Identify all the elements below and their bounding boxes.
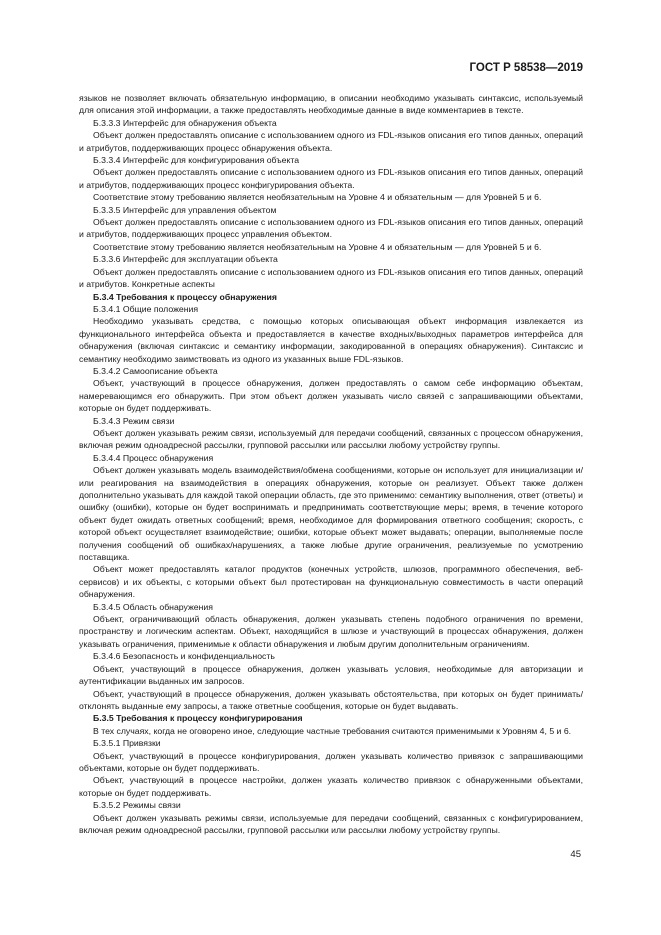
paragraph: языков не позволяет включать обязательную информацию, в описании необходимо указывать синтаксис, используемый для описания этой информации, а также предоставлять необходимые данные в виде комментариев в тексте. [79, 93, 583, 116]
paragraph: Объект должен предоставлять описание с использованием одного из FDL-языков описания его типов данных, операций и атрибутов. Конкретные аспекты [79, 266, 583, 290]
document-header: ГОСТ Р 58538—2019 [469, 62, 583, 74]
section-heading: Б.3.4.4 Процесс обнаружения [93, 452, 214, 463]
paragraph: Объект, участвующий в процессе обнаружения, должен указывать обстоятельства, при которых он будет принимать/отклонять выданные ему запросы, а также ответные сообщения, которые он будет выдавать. [79, 688, 583, 711]
paragraph: Объект, участвующий в процессе конфигурирования, должен указывать количество привязок с запрашивающими объектами, которые он будет поддерживать. [79, 750, 583, 773]
paragraph: Соответствие этому требованию является необязательным на Уровне 4 и обязательным — для Уровней 5 и 6. [93, 192, 542, 203]
section-heading: Б.3.4.5 Область обнаружения [93, 601, 213, 612]
paragraph: Объект, участвующий в процессе обнаружения, должен указывать условия, необходимые для авторизации и аутентификации выданных им запросов. [79, 663, 583, 687]
paragraph: Объект может предоставлять каталог продуктов (конечных устройств, шлюзов, программного обеспечения, веб-сервисов) и их объекты, с которыми объект был протестирован на функциональную совместимость в части операций обнаружения. [79, 564, 583, 600]
section-heading: Б.3.4.2 Самоописание объекта [93, 365, 218, 376]
paragraph: Объект должен предоставлять описание с использованием одного из FDL-языков описания его типов данных, операций и атрибутов, поддерживающих процесс конфигурирования объекта. [79, 167, 583, 190]
section-heading: Б.3.3.3 Интерфейс для обнаружения объекта [93, 117, 277, 128]
paragraph: Необходимо указывать средства, с помощью которых описывающая объект информация извлекается из функционального интерфейса объекта и предоставляется в качестве входных/выходных параметров интерфейса для обнаружения (включая синтаксис и семантику информации, закодированной в операциях обнаружения). Синтаксис и семантику необходимо заимствовать из одного из указанных выше FDL-языков. [79, 316, 583, 364]
section-heading: Б.3.4 Требования к процессу обнаружения [93, 291, 277, 302]
section-heading: Б.3.3.5 Интерфейс для управления объектом [93, 204, 277, 215]
section-heading: Б.3.4.6 Безопасность и конфиденциальность [93, 651, 275, 662]
page-number: 45 [570, 849, 581, 860]
section-heading: Б.3.5.2 Режимы связи [93, 800, 181, 811]
paragraph: Объект должен указывать модель взаимодействия/обмена сообщениями, которые он использует для инициализации и/или реагирования на взаимодействия в операциях обнаружения, которые он реализует. Объект также должен дополнительно указывать для каждой такой операции область, где это применимо: семантику выполнения, ответ (ответы) и ошибку (ошибки), которые он будет воспринимать и предпринимать соответствующие меры; время, в течение которого объект будет ожидать ответных сообщений; время, необходимое для формирования ответного сообщения; скорость, с которой объект осуществляет взаимодействие; ошибки, которые объект может выдавать; операции, выполняемые после получения сообщений об ошибках/нарушениях, а также любые другие ограничения, реализуемые по усмотрению поставщика. [79, 465, 583, 563]
section-heading: Б.3.4.1 Общие положения [93, 303, 199, 314]
section-heading: Б.3.3.6 Интерфейс для эксплуатации объекта [93, 254, 278, 265]
paragraph: В тех случаях, когда не оговорено иное, следующие частные требования считаются применимыми к Уровням 4, 5 и 6. [93, 725, 572, 736]
paragraph: Объект, ограничивающий область обнаружения, должен указывать степень подобного ограничения по времени, пространству и логическим аспектам. Объект, находящийся в шлюзе и участвующий в процессах обнаружения, должен указывать ограничения, применимые к области обнаружения и любым другим дополнительным ограничениям. [79, 614, 583, 649]
section-heading: Б.3.5.1 Привязки [93, 738, 161, 749]
section-heading: Б.3.3.4 Интерфейс для конфигурирования объекта [93, 155, 300, 166]
paragraph: Объект, участвующий в процессе обнаружения, должен предоставлять о самом себе информацию объектам, намеревающимся его обнаружить. При этом объект должен указывать число связей с запрашивающими объектами, которые он будет поддерживать. [79, 378, 583, 414]
section-heading: Б.3.5 Требования к процессу конфигурирования [93, 713, 303, 724]
paragraph: Объект должен предоставлять описание с использованием одного из FDL-языков описания его типов данных, операций и атрибутов, поддерживающих процесс управления объектом. [79, 217, 583, 240]
section-heading: Б.3.4.3 Режим связи [93, 415, 175, 426]
paragraph: Объект должен предоставлять описание с использованием одного из FDL-языков описания его типов данных, операций и атрибутов, поддерживающих процесс обнаружения объекта. [79, 130, 583, 153]
document-body [79, 92, 583, 836]
paragraph: Соответствие этому требованию является необязательным на Уровне 4 и обязательным — для Уровней 5 и 6. [93, 241, 542, 252]
paragraph: Объект должен указывать режимы связи, используемые для передачи сообщений, связанных с конфигурированием, включая режим одноадресной рассылки, групповой рассылки или рассылки любому устройству группы. [79, 812, 583, 835]
paragraph: Объект должен указывать режим связи, используемый для передачи сообщений, связанных с процессом обнаружения, включая режим одноадресной рассылки, групповой рассылки или рассылки любому устройству группы. [79, 427, 583, 451]
paragraph: Объект, участвующий в процессе настройки, должен указать количество привязок с обнаруженными объектами, которые он будет поддерживать. [79, 775, 583, 798]
